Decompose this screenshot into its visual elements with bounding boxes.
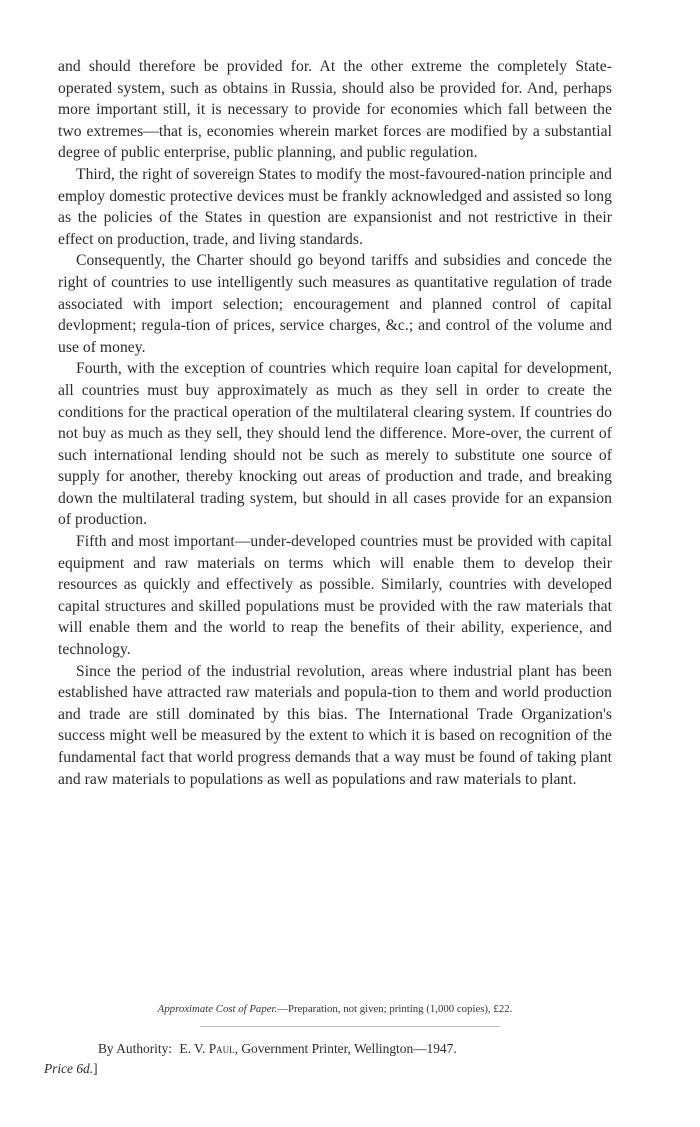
paragraph-continuation: and should therefore be provided for. At the other extreme the completely State-operated system, such as obtains in Russia, should also be provided for. And, perhaps more important still, it is necessary to provide for economies which fall between the two extremes—that is, economies wherein market forces are modified by a substantial degree of public enterprise, public planning, and public regulation. [58, 58, 612, 162]
cost-text: —Preparation, not given; printing (1,000 copies), £22. [277, 1003, 513, 1015]
authority-line [58, 1040, 612, 1058]
paragraph-consequently: Consequently, the Charter should go beyond tariffs and subsidies and concede the right of countries to use intelligently such measures as quantitative regulation of trade associated with import selection; encouragement and planned control of capital devlopment; regula-tion of prices, service charges, &c.; and control of the volume and use of money. [58, 252, 612, 356]
cost-label: Approximate Cost of Paper. [157, 1003, 278, 1015]
paragraph-industrial-revolution: Since the period of the industrial revolution, areas where industrial plant has been established have attracted raw materials and popula-tion to them and world production and trade are still dominated by this bias. The International Trade Organization's success might well be measured by the extent to which it is based on recognition of the fundamental fact that world progress demands that a way must be found of taking plant and raw materials to populations as well as populations and raw materials to plant. [58, 662, 612, 788]
printer-rest: , Government Printer, Wellington—1947. [234, 1041, 457, 1056]
printer-name [179, 1041, 456, 1056]
paragraph-fifth: Fifth and most important—under-developed countries must be provided with capital equipment and raw materials on terms which will enable them to develop their resources as quickly and effectively as possible. Similarly, countries with developed capital structures and skilled populations must be provided with the raw materials that will enable them and the world to reap the benefits of their ability, experience, and technology. [58, 533, 612, 659]
footer-divider [200, 1026, 500, 1027]
paragraph-fourth: Fourth, with the exception of countries which require loan capital for development, all countries must buy approximately as much as they sell in order to create the conditions for the practical operation of the multilateral clearing system. If countries do not buy as much as they sell, they should lend the difference. More-over, the current of such international lending should not be such as merely to substitute one source of supply for another, thereby knocking out areas of production and trade, and breaking down the multilateral trading system, but should in all cases provide for an expansion of production. [58, 360, 612, 529]
paragraph-third: Third, the right of sovereign States to modify the most-favoured-nation principle and employ domestic protective devices must be frankly acknowledged and assisted so long as the policies of the States in question are expansionist and not restrictive in their effect on production, trade, and living standards. [58, 165, 612, 248]
document-body [58, 56, 612, 790]
price-line [44, 1060, 98, 1078]
price-text: Price 6d. [44, 1061, 94, 1076]
printer-initials: E. V. [179, 1041, 206, 1056]
printer-surname: Paul [208, 1041, 235, 1056]
authority-label: By Authority: [98, 1041, 173, 1056]
price-bracket: ] [93, 1061, 98, 1076]
cost-footnote [58, 1002, 612, 1016]
